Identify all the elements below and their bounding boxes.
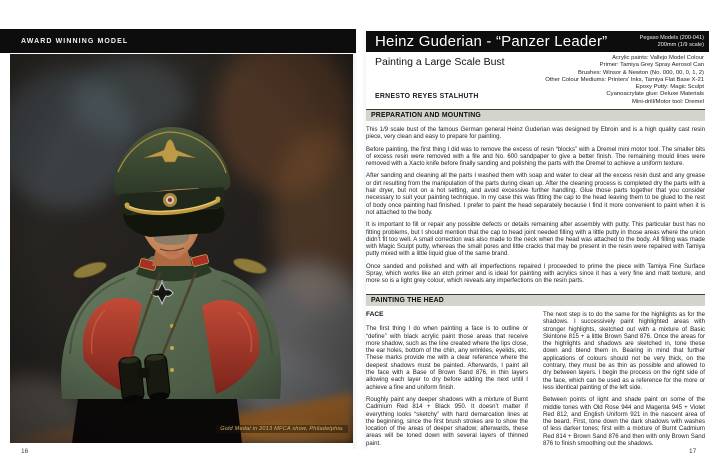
materials-list — [454, 55, 704, 106]
material-item: Mini-drill/Motor tool: Dremel — [631, 98, 704, 105]
bust-photo — [10, 54, 353, 443]
material-item: Other Colour Mediums: Printers’ Inks, Tamiya Flat Base X-21 — [545, 76, 704, 83]
paragraph: The first thing I do when painting a face is to outline or “define” with black acrylic paint those areas that receive more shadow, such as the line created where the lips close, the ear holes, bottom of the chin, any wrinkles, eyelids, etc. These marks provide me with a clear reference where the deepest shadows must be painted. Afterwards, I paint all the face with a Base of Brown Sand 876, in thin layers allowing each layer to dry before adding the next until I achieve a fine and uniform finish. — [366, 325, 528, 391]
article-subtitle: Painting a Large Scale Bust — [375, 56, 505, 68]
paragraph: It is important to fill or repair any possible defects or details remaining after assembly with putty. This particular bust has no fitting problems, but I should mention that the cap to head joint needed filling with a little putty in those areas where the union didn’t fit too well. A small correction was also made to the neck when the head was attached to the body. All filling was made with Magic Sculpt putty, whereas the small pores and little cracks that may be present in the resin were repaired with Tamiya putty mixed with a little liquid glue of the same brand. — [366, 221, 705, 258]
section-heading-preparation: PREPARATION AND MOUNTING — [366, 109, 705, 121]
photo-caption: Gold Medal in 2013 MFCA show, Philadelphia. — [216, 425, 348, 433]
paragraph: Before painting, the first thing I did was to remove the excess of resin “blocks” with a Dremel mini motor tool. The smaller bits of excess resin were removed with a file and No. 600 sandpaper to give a better finish. The remaining mould lines were removed with a Xacto knife before finally sanding and polishing the parts with the Dremel to achieve a uniform texture. — [366, 145, 705, 168]
left-header-bar — [0, 29, 356, 53]
face-column-right — [543, 311, 705, 447]
material-item: Cyanoacrylate glue: Deluxe Materials — [606, 91, 704, 98]
face-subheading: FACE — [366, 311, 384, 318]
material-item: Primer: Tamiya Grey Spray Aerosol Can — [599, 62, 704, 69]
paragraph: Roughly paint any deeper shadows with a mixture of Burnt Cadmium Red 814 + Black 950. It doesn’t matter if everything looks “sketchy” with hard demarcation lines at the beginning, since the first brush strokes are to show the location of the areas of deeper shadow; afterwards, these areas will be toned down with several layers of thinned paint. — [366, 395, 528, 447]
product-model: Pegaso Models (200-041) — [639, 34, 704, 41]
section-heading-painting-head: PAINTING THE HEAD — [366, 294, 705, 306]
material-item: Epoxy Putty: Magic Sculpt — [635, 84, 704, 91]
product-scale: 200mm (1/9 scale) — [657, 41, 704, 48]
page-number-right: 17 — [689, 448, 697, 455]
material-item: Brushes: Winsor & Newton (No. 000, 00, 0, 1, 2) — [577, 69, 704, 76]
bust-illustration — [10, 54, 353, 443]
photo-vignette — [10, 54, 353, 443]
preparation-text — [366, 126, 705, 285]
material-item: Acrylic paints: Vallejo Model Colour — [612, 55, 704, 61]
paragraph: Between points of light and shade paint on some of the middle tones with Old Rose 944 and Magenta 945 + Violet Red 812, and English Uniform 921 in the nascent area of the beard. First, tone down the dark shadows with washes of less darker tones; first with a mixture of Burnt Cadmium Red 814 + Brown Sand 876 and then with only Brown Sand 876 to finish smoothing out the shadows. — [543, 396, 705, 448]
paragraph: Once sanded and polished and with all imperfections repaired I proceeded to prime the piece with Tamiya Fine Surface Spray, which works like an etch primer and is ideal for painting with acrylics since it has a very fine and matt texture, and more so is a light grey colour, which reveals any imperfections on the resin parts. — [366, 262, 705, 285]
page-gutter — [353, 29, 366, 449]
page-number-left: 16 — [21, 448, 29, 455]
author-name: ERNESTO REYES STALHUTH — [375, 93, 479, 100]
face-column-left — [366, 311, 528, 447]
product-info — [640, 35, 709, 49]
award-winning-label: AWARD WINNING MODEL — [21, 37, 129, 45]
paragraph: The next step is to do the same for the highlights as for the shadows. I successively paint highlighted areas with stronger highlights, sketched out with a mixture of Basic Skintone 815 + a little Brown Sand 876. Once the areas for the highlights and shadows are sketched in, tone these down and blend them in. Bearing in mind that further applications of colours should not be very thick, on the contrary, they must be as thin as possible and allowed to dry between layers. I begin the process on the right side of the face, which can be used as a reference for the more or less identical painting of the left side. — [543, 311, 705, 391]
paragraph: This 1/9 scale bust of the famous German general Heinz Guderian was designed by Ebroin and is a high quality cast resin piece, very clean and easy to prepare for painting. — [366, 126, 705, 141]
paragraph: After sanding and cleaning all the parts I washed them with soap and water to clear all the excess resin dust and any grease or dirt resulting from the manipulation of the parts during clean up. After the cleaning process is completed dry the parts with a hair dryer, but not on a hot setting, and avoid excessive further handling. Glue those parts together that you consider necessary to suit your painting technique. In my case this was fitting the cap to the head leaving them to be glued to the rest of body once painting had finished. I prefer to paint the head separately because I find it more convenient to paint when it is not attached to the body. — [366, 172, 705, 216]
article-title: Heinz Guderian - “Panzer Leader” — [375, 33, 608, 50]
right-header-bar — [366, 31, 709, 52]
